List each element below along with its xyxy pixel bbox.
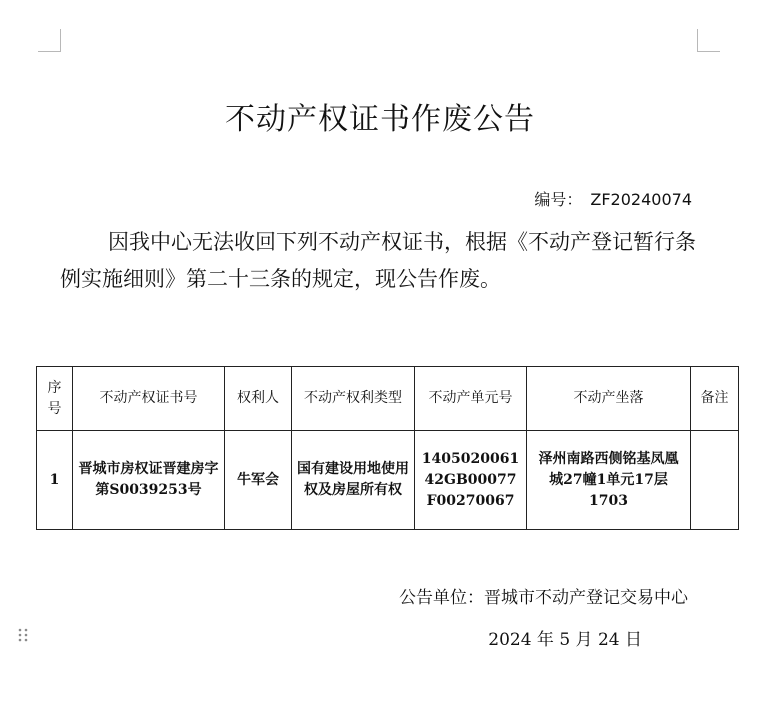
issue-date: 2024 年 5 月 24 日 xyxy=(488,630,642,650)
document-number xyxy=(534,187,692,210)
drag-handle-icon[interactable] xyxy=(17,627,29,643)
cell-owner: 牛军会 xyxy=(225,431,292,530)
cell-location: 泽州南路西侧铭基凤凰城27幢1单元17层1703 xyxy=(527,431,691,530)
page-corner-mark-top-right xyxy=(697,29,720,52)
page-title: 不动产权证书作废公告 xyxy=(225,102,535,137)
table-row xyxy=(37,431,739,530)
certificate-table xyxy=(36,366,739,530)
header-seq: 序号 xyxy=(37,367,73,431)
header-right-type: 不动产权利类型 xyxy=(292,367,415,431)
document-number-label: 编号： xyxy=(534,190,583,209)
issuing-organization: 公告单位：晋城市不动产登记交易中心 xyxy=(399,588,688,608)
cell-unit-no: 140502006142GB00077F00270067 xyxy=(415,431,527,530)
header-owner: 权利人 xyxy=(225,367,292,431)
header-remark: 备注 xyxy=(691,367,739,431)
document-number-value: ZF20240074 xyxy=(590,190,692,209)
cell-cert-no: 晋城市房权证晋建房字第S0039253号 xyxy=(73,431,225,530)
header-location: 不动产坐落 xyxy=(527,367,691,431)
page-corner-mark-top-left xyxy=(38,29,61,52)
header-unit-no: 不动产单元号 xyxy=(415,367,527,431)
cell-remark xyxy=(691,431,739,530)
table-header-row xyxy=(37,367,739,431)
announcement-paragraph: 因我中心无法收回下列不动产权证书，根据《不动产登记暂行条例实施细则》第二十三条的规定，现公告作废。 xyxy=(60,230,696,291)
cell-right-type: 国有建设用地使用权及房屋所有权 xyxy=(292,431,415,530)
header-cert-no: 不动产权证书号 xyxy=(73,367,225,431)
cell-seq: 1 xyxy=(37,431,73,530)
